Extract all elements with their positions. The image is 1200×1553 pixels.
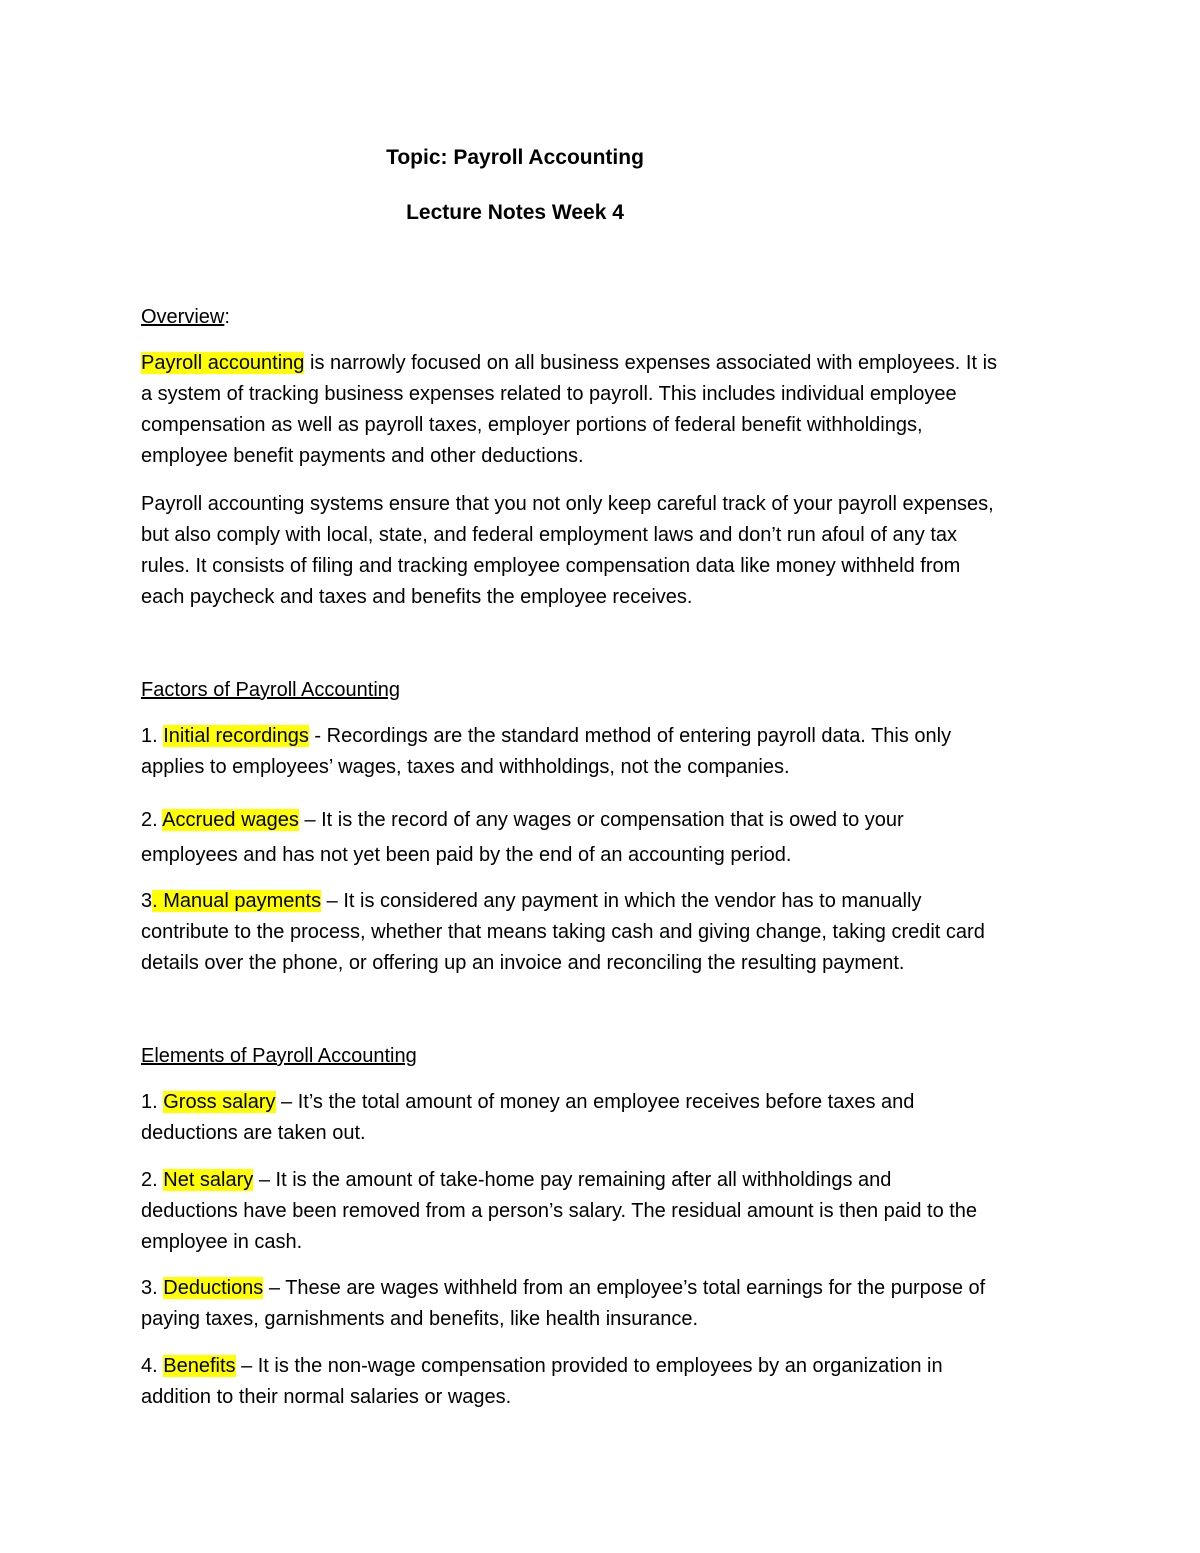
overview-paragraph-2	[141, 489, 1061, 613]
text-line: – These are wages withheld from an employee’s total earnings for the purpose of	[263, 1277, 986, 1299]
highlighted-term: . Manual payments	[152, 890, 322, 912]
item-number: 3	[141, 890, 153, 912]
highlighted-term: Deductions	[163, 1277, 264, 1299]
text-line: applies to employees’ wages, taxes and withholdings, not the companies.	[141, 756, 790, 778]
element-item-3	[141, 1273, 1061, 1335]
text-line: deductions have been removed from a person’s salary. The residual amount is then paid to the	[141, 1200, 978, 1222]
highlighted-term: Initial recordings	[163, 725, 309, 747]
overview-paragraph-1	[141, 348, 1061, 472]
text-line: details over the phone, or offering up an invoice and reconciling the resulting payment.	[141, 952, 905, 974]
highlighted-term: Gross salary	[163, 1091, 276, 1113]
elements-heading-line	[141, 1041, 1061, 1072]
overview-heading: Overview	[141, 306, 225, 328]
text-line: – It is the record of any wages or compensation that is owed to your	[298, 809, 904, 831]
item-number: 2.	[141, 809, 163, 831]
text-line: - Recordings are the standard method of entering payroll data. This only	[308, 725, 952, 747]
text-line: employees and has not yet been paid by the end of an accounting period.	[141, 844, 792, 866]
highlighted-term: Benefits	[163, 1355, 236, 1377]
factors-heading-line	[141, 675, 1061, 706]
text-line: deductions are taken out.	[141, 1122, 366, 1144]
text-line: – It is considered any payment in which the vendor has to manually	[321, 890, 922, 912]
text-line: employee benefit payments and other deductions.	[141, 445, 584, 467]
factor-item-1	[141, 721, 1061, 783]
text-line: – It is the non-wage compensation provided to employees by an organization in	[235, 1355, 943, 1377]
text-line: – It is the amount of take-home pay remaining after all withholdings and	[253, 1169, 892, 1191]
text-line: is narrowly focused on all business expenses associated with employees. It is	[304, 352, 998, 374]
text-line: rules. It consists of filing and tracking employee compensation data like money withheld from	[141, 555, 961, 577]
item-number: 1.	[141, 725, 164, 747]
document-subtitle: Lecture Notes Week 4	[406, 201, 624, 224]
highlighted-term: Payroll accounting	[141, 352, 305, 374]
text-line: addition to their normal salaries or wages.	[141, 1386, 512, 1408]
text-line: contribute to the process, whether that means taking cash and giving change, taking credit card	[141, 921, 985, 943]
document-title: Topic: Payroll Accounting	[386, 146, 644, 169]
factor-item-3	[141, 886, 1061, 979]
text-line: compensation as well as payroll taxes, employer portions of federal benefit withholdings,	[141, 414, 923, 436]
text-line: employee in cash.	[141, 1231, 303, 1253]
item-number: 1.	[141, 1091, 164, 1113]
factors-heading: Factors of Payroll Accounting	[141, 679, 401, 701]
element-item-4	[141, 1351, 1061, 1413]
item-number: 2.	[141, 1169, 164, 1191]
highlighted-term: Net salary	[163, 1169, 254, 1191]
highlighted-term: Accrued wages	[162, 809, 299, 831]
text-line: Payroll accounting systems ensure that you not only keep careful track of your payroll expenses,	[141, 493, 994, 515]
text-line: paying taxes, garnishments and benefits, like health insurance.	[141, 1308, 699, 1330]
text-line: a system of tracking business expenses related to payroll. This includes individual employee	[141, 383, 957, 405]
element-item-2	[141, 1165, 1061, 1258]
overview-colon: :	[224, 306, 230, 328]
item-number: 3.	[141, 1277, 164, 1299]
elements-heading: Elements of Payroll Accounting	[141, 1045, 417, 1067]
item-number: 4.	[141, 1355, 164, 1377]
text-line: each paycheck and taxes and benefits the employee receives.	[141, 586, 693, 608]
text-line: but also comply with local, state, and federal employment laws and don’t run afoul of any tax	[141, 524, 958, 546]
overview-heading-line	[141, 302, 1061, 333]
element-item-1	[141, 1087, 1061, 1149]
factor-item-2	[141, 805, 1061, 871]
text-line: – It’s the total amount of money an employee receives before taxes and	[275, 1091, 915, 1113]
